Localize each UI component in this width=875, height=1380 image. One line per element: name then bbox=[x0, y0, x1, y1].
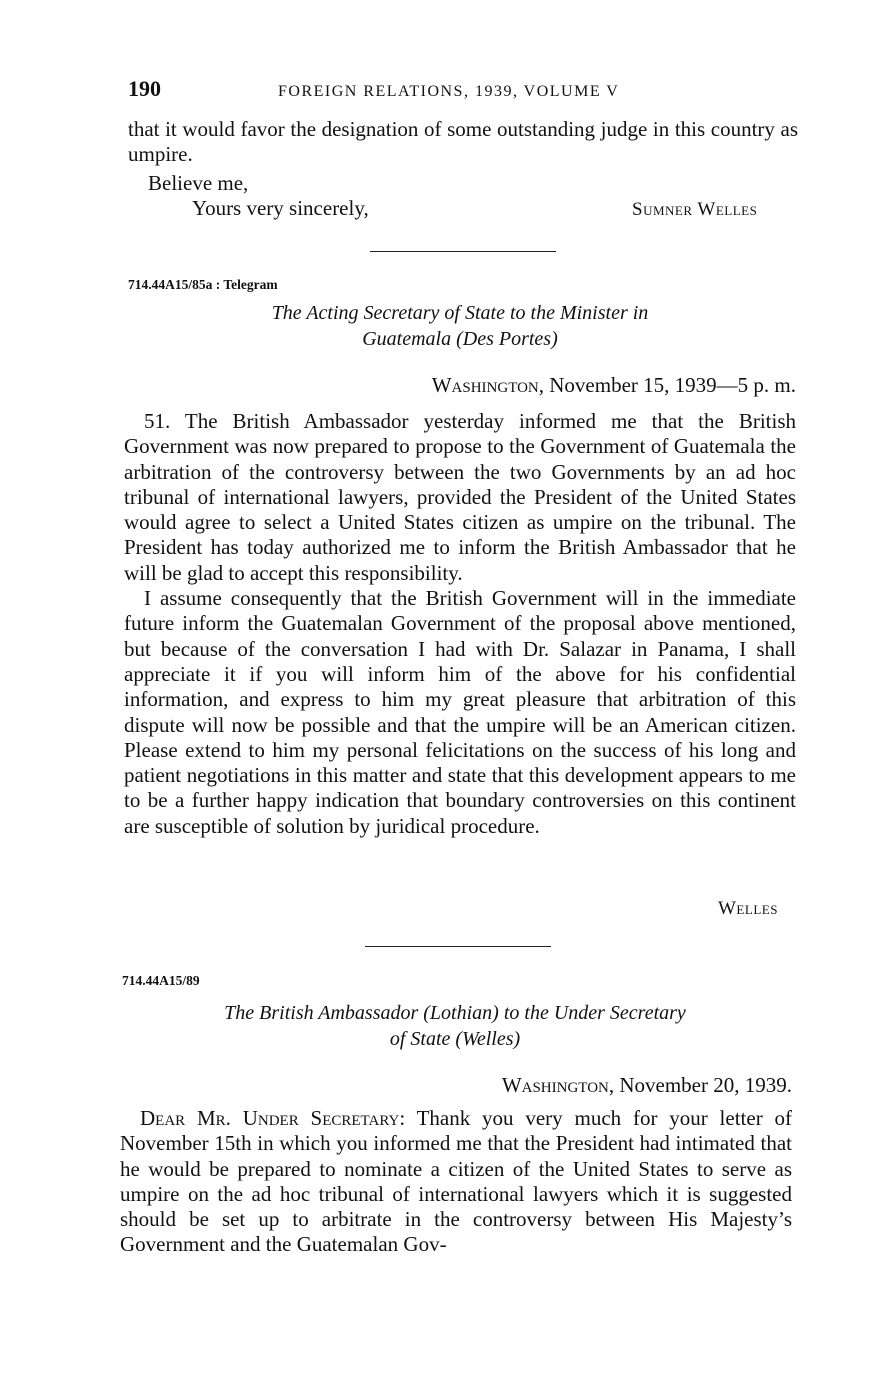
letter1-closing-believe: Believe me, bbox=[148, 171, 249, 195]
doc3-title bbox=[155, 1000, 755, 1052]
doc3-paragraph-1-text: Thank you very much for your letter of November 15th in which you informed me that the President had intimated that he would be prepared to nominate a citizen of the United States to serve as umpire on the ad hoc tribunal of international lawyers which it is suggested should be set up to arbitrate in the controversy between His Majesty’s Government and the Guatemalan Gov- bbox=[120, 1106, 792, 1257]
page-number: 190 bbox=[128, 76, 161, 101]
doc2-paragraph-2: I assume consequently that the British Government will in the immediate future inform the Guatemalan Government of the proposal above mentioned, but because of the conversation I had with Dr. Salazar in Panama, I shall appreciate it if you will inform him of the above for his confidential information, and express to him my great pleasure that arbitration of this dispute will now be possible and that the umpire will be an American citizen. Please extend to him my personal felicitations on the success of his long and patient negotiations in this matter and state that this development appears to me to be a further happy indication that boundary controversies on this continent are susceptible of solution by juridical procedure. bbox=[124, 586, 796, 838]
letter1-closing-paragraph: that it would favor the designation of some outstanding judge in this country as umpire. bbox=[128, 117, 798, 167]
doc2-title-line1: The Acting Secretary of State to the Minister in bbox=[271, 302, 649, 324]
doc3-paragraph-1 bbox=[120, 1106, 792, 1258]
doc3-date: , November 20, 1939. bbox=[608, 1073, 792, 1097]
running-title: FOREIGN RELATIONS, 1939, VOLUME V bbox=[278, 83, 620, 100]
page-header bbox=[128, 76, 668, 102]
doc2-place: Washington bbox=[431, 373, 539, 397]
doc2-signature: Welles bbox=[718, 898, 778, 919]
doc2-title bbox=[160, 300, 760, 352]
letter1-closing-yours: Yours very sincerely, bbox=[192, 196, 369, 220]
doc3-place: Washington bbox=[501, 1073, 609, 1097]
doc3-dateline bbox=[380, 1073, 792, 1098]
doc3-title-line1: The British Ambassador (Lothian) to the Under Secretary bbox=[224, 1002, 686, 1024]
doc3-salutation: Dear Mr. Under Secretary: bbox=[140, 1106, 406, 1130]
section-divider-2 bbox=[365, 946, 551, 947]
doc2-title-line2: Guatemala (Des Portes) bbox=[362, 328, 558, 350]
doc2-file-reference: 714.44A15/85a : Telegram bbox=[128, 277, 278, 292]
doc3-body bbox=[120, 1106, 792, 1258]
doc3-file-reference: 714.44A15/89 bbox=[122, 973, 200, 988]
doc2-body bbox=[124, 409, 796, 839]
doc2-dateline bbox=[380, 373, 796, 398]
doc2-date: , November 15, 1939—5 p. m. bbox=[538, 373, 796, 397]
section-divider-1 bbox=[370, 251, 556, 252]
doc2-paragraph-1: 51. The British Ambassador yesterday informed me that the British Government was now prepared to propose to the Government of Guatemala the arbitration of the controversy between the two Governments by an ad hoc tribunal of international lawyers, provided the President of the United States would agree to select a United States citizen as umpire on the tribunal. The President has today authorized me to inform the British Ambassador that he will be glad to accept this responsibility. bbox=[124, 409, 796, 585]
letter1-signature: Sumner Welles bbox=[632, 199, 758, 220]
doc3-title-line2: of State (Welles) bbox=[389, 1028, 521, 1050]
